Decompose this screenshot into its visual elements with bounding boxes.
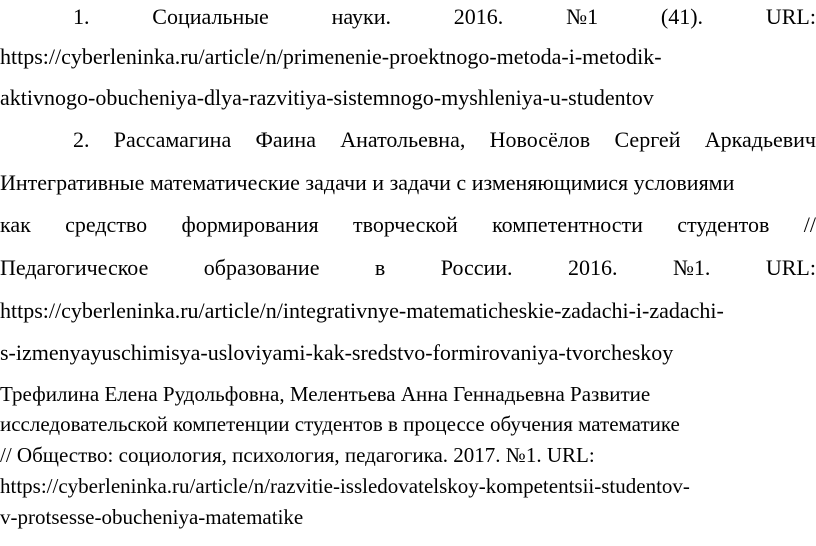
ref2-word: в (374, 255, 386, 280)
ref2-word: // (803, 212, 816, 237)
ref1-line1 (73, 6, 816, 28)
ref3-journal-line: // Общество: социология, психология, педагогика. 2017. №1. URL: (0, 443, 595, 467)
ref2-word: студентов (677, 212, 770, 237)
ref2-word: URL: (765, 255, 816, 280)
ref2-word: 2016. (568, 255, 618, 280)
ref3-authors-line: Трефилина Елена Рудольфовна, Мелентьева Анна Геннадьевна Развитие (0, 382, 651, 406)
ref2-word: как (0, 212, 31, 237)
ref2-line3 (0, 214, 816, 236)
ref2-url-line2: s-izmenyayuschimisya-usloviyami-kak-sredstvo-formirovaniya-tvorcheskoy (0, 340, 674, 365)
ref2-url-line1: https://cyberleninka.ru/article/n/integrativnye-matematicheskie-zadachi-i-zadachi- (0, 298, 724, 323)
ref1-url-line2: aktivnogo-obucheniya-dlya-razvitiya-sistemnogo-myshleniya-u-studentov (0, 85, 654, 110)
ref1-word: URL: (765, 4, 816, 29)
ref2-title-line: Интегративные математические задачи и задачи с изменяющимися условиями (0, 170, 735, 195)
ref2-word: Фаина (255, 127, 316, 152)
ref2-word: №1. (672, 255, 711, 280)
ref2-word: компетентности (492, 212, 643, 237)
ref1-word: Социальные (152, 4, 269, 29)
ref3-url-line2: v-protsesse-obucheniya-matematike (0, 505, 304, 529)
ref2-word: образование (203, 255, 320, 280)
ref2-word: формирования (181, 212, 319, 237)
ref3-url-line1: https://cyberleninka.ru/article/n/razvitie-issledovatelskoy-kompetentsii-studentov- (0, 474, 690, 498)
ref2-word: Новосёлов (489, 127, 591, 152)
ref1-url-line1: https://cyberleninka.ru/article/n/primenenie-proektnogo-metoda-i-metodik- (0, 44, 662, 69)
ref3-title-line: исследовательской компетенции студентов в процессе обучения математике (0, 412, 680, 436)
ref2-line4 (0, 257, 816, 279)
ref2-number: 2. (73, 127, 90, 152)
ref2-line1 (73, 129, 816, 151)
ref1-number: 1. (73, 4, 90, 29)
ref1-word: науки. (331, 4, 391, 29)
ref1-word: (41). (660, 4, 704, 29)
ref1-word: 2016. (453, 4, 504, 29)
ref2-word: Педагогическое (0, 255, 149, 280)
ref2-word: Сергей (614, 127, 681, 152)
ref2-word: творческой (352, 212, 458, 237)
ref2-word: России. (440, 255, 513, 280)
ref2-word: средство (65, 212, 148, 237)
ref2-word: Рассамагина (113, 127, 232, 152)
ref2-word: Анатольевна, (340, 127, 466, 152)
ref2-word: Аркадьевич (704, 127, 816, 152)
ref1-word: №1 (566, 4, 599, 29)
